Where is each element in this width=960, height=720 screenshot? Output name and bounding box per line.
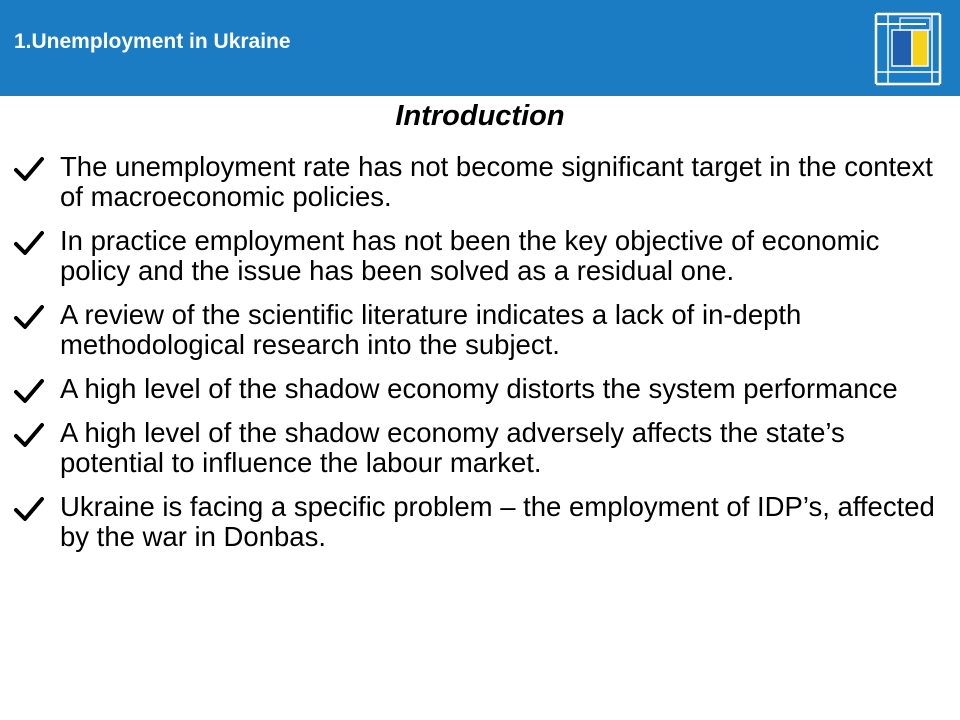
bullet-item bbox=[14, 226, 950, 286]
check-mark-icon bbox=[14, 496, 44, 522]
check-mark-icon bbox=[14, 304, 44, 330]
bullet-text: A high level of the shadow economy adversely affects the state’s potential to influence the labour market. bbox=[60, 417, 845, 478]
check-mark-icon bbox=[14, 156, 44, 182]
bullet-text: A high level of the shadow economy distorts the system performance bbox=[60, 373, 898, 404]
bullet-item bbox=[14, 418, 950, 478]
bullet-item bbox=[14, 300, 950, 360]
bullet-item bbox=[14, 374, 950, 404]
header-bar bbox=[0, 0, 960, 96]
bullet-text: The unemployment rate has not become significant target in the context of macroeconomic policies. bbox=[60, 151, 933, 212]
bullet-text: Ukraine is facing a specific problem – the employment of IDP’s, affected by the war in Donbas. bbox=[60, 491, 935, 552]
slide-section-title: 1.Unemployment in Ukraine bbox=[14, 30, 291, 53]
slide-subtitle: Introduction bbox=[395, 100, 565, 132]
bullet-list bbox=[14, 152, 950, 566]
bullet-text: A review of the scientific literature indicates a lack of in-depth methodological research into the subject. bbox=[60, 299, 802, 360]
bullet-item bbox=[14, 492, 950, 552]
bullet-item bbox=[14, 152, 950, 212]
check-mark-icon bbox=[14, 230, 44, 256]
bullet-text: In practice employment has not been the key objective of economic policy and the issue has been solved as a residual one. bbox=[60, 225, 880, 286]
check-mark-icon bbox=[14, 422, 44, 448]
ukraine-flag-logo-icon bbox=[870, 10, 946, 88]
check-mark-icon bbox=[14, 378, 44, 404]
